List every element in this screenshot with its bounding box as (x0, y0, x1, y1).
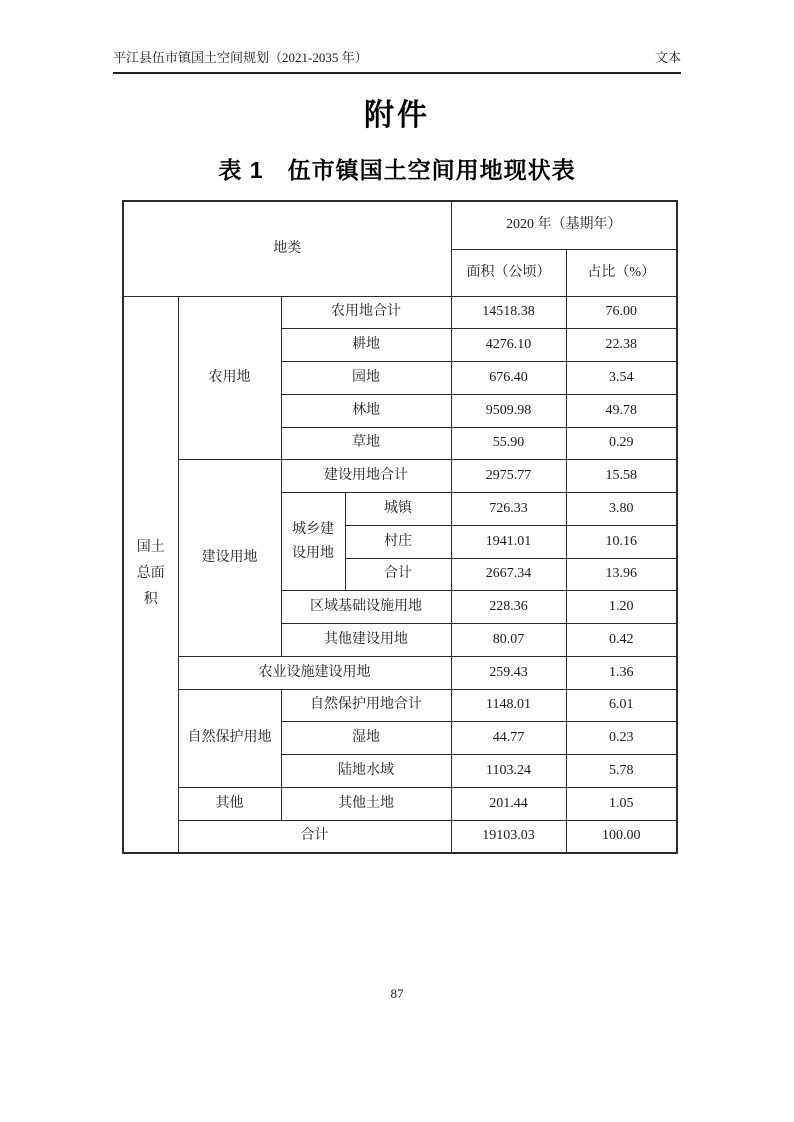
ratio-cell: 3.80 (566, 493, 677, 526)
ratio-cell: 5.78 (566, 755, 677, 788)
item-cell: 区域基础设施用地 (281, 591, 451, 624)
header-cell-ratio: 占比（%） (566, 249, 677, 296)
group-cell-construction: 建设用地 (178, 460, 281, 657)
item-cell: 农用地合计 (281, 296, 451, 329)
table-caption: 表 1 伍市镇国土空间用地现状表 (218, 157, 576, 183)
ratio-cell: 76.00 (566, 296, 677, 329)
area-cell: 80.07 (451, 624, 566, 657)
header-cell-land-class: 地类 (123, 201, 451, 296)
table-row (123, 460, 677, 493)
table-row (123, 787, 677, 820)
header-left-text: 平江县伍市镇国土空间规划（2021-2035 年） (113, 50, 368, 65)
area-cell: 228.36 (451, 591, 566, 624)
area-cell: 55.90 (451, 427, 566, 460)
table-row (123, 656, 677, 689)
ratio-cell: 49.78 (566, 394, 677, 427)
area-cell: 2667.34 (451, 558, 566, 591)
item-cell-total: 合计 (178, 820, 451, 853)
item-cell: 自然保护用地合计 (281, 689, 451, 722)
area-cell: 4276.10 (451, 329, 566, 362)
ratio-cell: 1.20 (566, 591, 677, 624)
ratio-cell: 1.36 (566, 656, 677, 689)
area-cell: 726.33 (451, 493, 566, 526)
ratio-cell: 3.54 (566, 362, 677, 395)
item-cell: 其他建设用地 (281, 624, 451, 657)
area-cell: 1148.01 (451, 689, 566, 722)
group-cell-nature: 自然保护用地 (178, 689, 281, 787)
item-cell: 城镇 (345, 493, 451, 526)
item-cell: 湿地 (281, 722, 451, 755)
area-cell: 44.77 (451, 722, 566, 755)
item-cell: 其他土地 (281, 787, 451, 820)
area-cell: 201.44 (451, 787, 566, 820)
ratio-cell: 13.96 (566, 558, 677, 591)
item-cell: 农业设施建设用地 (178, 656, 451, 689)
ratio-cell: 100.00 (566, 820, 677, 853)
axis-label: 国土总面积 (136, 540, 165, 608)
ratio-cell: 15.58 (566, 460, 677, 493)
area-cell: 1941.01 (451, 525, 566, 558)
area-cell: 19103.03 (451, 820, 566, 853)
ratio-cell: 6.01 (566, 689, 677, 722)
land-use-status-table (122, 200, 678, 854)
ratio-cell: 1.05 (566, 787, 677, 820)
subgroup-label: 城乡建设用地 (292, 521, 334, 561)
item-cell: 草地 (281, 427, 451, 460)
header-right-text: 文本 (654, 50, 681, 65)
area-cell: 259.43 (451, 656, 566, 689)
item-cell: 陆地水域 (281, 755, 451, 788)
area-cell: 2975.77 (451, 460, 566, 493)
table-row (123, 296, 677, 329)
group-cell-other: 其他 (178, 787, 281, 820)
table-row (123, 689, 677, 722)
ratio-cell: 0.23 (566, 722, 677, 755)
running-header (113, 50, 681, 74)
item-cell: 建设用地合计 (281, 460, 451, 493)
header-cell-area: 面积（公顷） (451, 249, 566, 296)
item-cell: 合计 (345, 558, 451, 591)
area-cell: 9509.98 (451, 394, 566, 427)
area-cell: 14518.38 (451, 296, 566, 329)
item-cell: 林地 (281, 394, 451, 427)
ratio-cell: 10.16 (566, 525, 677, 558)
area-cell: 676.40 (451, 362, 566, 395)
table-row-total (123, 820, 677, 853)
page-number: 87 (390, 986, 404, 1001)
item-cell: 村庄 (345, 525, 451, 558)
ratio-cell: 0.29 (566, 427, 677, 460)
attachment-title: 附件 (364, 99, 430, 132)
ratio-cell: 22.38 (566, 329, 677, 362)
ratio-cell: 0.42 (566, 624, 677, 657)
group-cell-agriculture: 农用地 (178, 296, 281, 460)
table-header-row-1 (123, 201, 677, 249)
header-cell-year-group: 2020 年（基期年） (451, 201, 677, 249)
area-cell: 1103.24 (451, 755, 566, 788)
item-cell: 耕地 (281, 329, 451, 362)
item-cell: 园地 (281, 362, 451, 395)
axis-cell-total-territory (123, 296, 178, 853)
subgroup-cell-urban-rural (281, 493, 345, 591)
